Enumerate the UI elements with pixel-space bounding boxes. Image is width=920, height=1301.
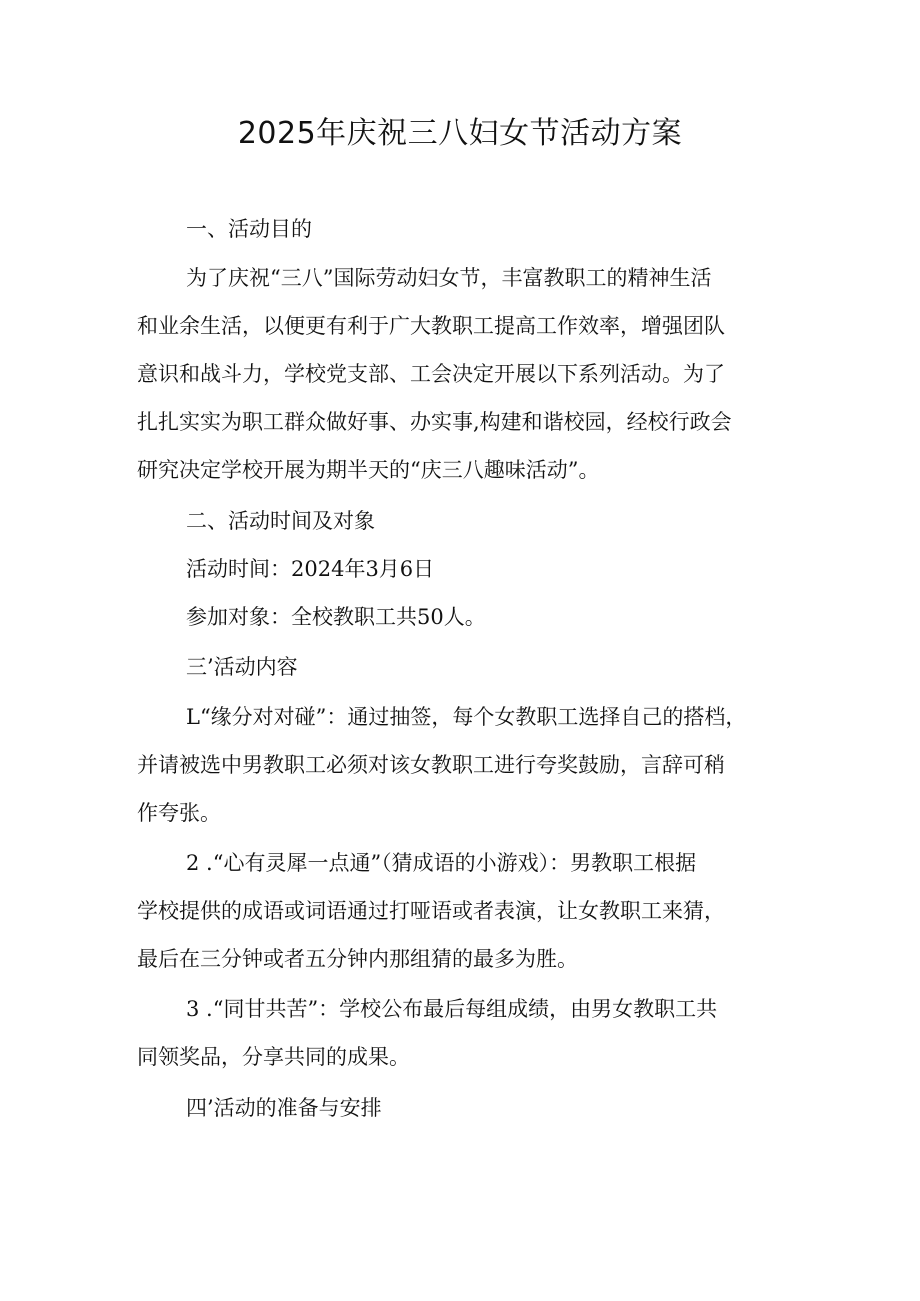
section1-paragraph-line: 意识和战斗力，学校党支部、工会决定开展以下系列活动。为了 [137,362,725,386]
item3-line: 同领奖品，分享共同的成果。 [137,1045,410,1069]
section1-heading: 一、活动目的 [186,217,312,241]
section1-paragraph-line: 研究决定学校开展为期半天的“庆三八趣味活动”。 [137,458,600,482]
activity-time: 活动时间：2024年3月6日 [186,557,435,581]
participants: 参加对象：全校教职工共50人。 [186,605,486,629]
item2-line: 2 .“心有灵犀一点通”（猜成语的小游戏）：男教职工根据 [186,851,697,875]
section1-paragraph-line: 扎扎实实为职工群众做好事、办实事,构建和谐校园，经校行政会 [137,410,732,434]
item1-line: L“缘分对对碰”：通过抽签，每个女教职工选择自己的搭档， [186,705,747,729]
item1-line: 作夸张。 [137,801,221,825]
item2-line: 学校提供的成语或词语通过打哑语或者表演，让女教职工来猜， [137,899,725,923]
item3-line: 3 .“同甘共苦”：学校公布最后每组成绩，由男女教职工共 [186,997,718,1021]
document-title: 2025年庆祝三八妇女节活动方案 [237,116,683,151]
section3-heading: 三’活动内容 [186,655,298,679]
section1-paragraph-line: 为了庆祝“三八”国际劳动妇女节，丰富教职工的精神生活 [186,266,712,290]
section4-heading: 四’活动的准备与安排 [186,1096,382,1120]
item1-line: 并请被选中男教职工必须对该女教职工进行夸奖鼓励，言辞可稍 [137,753,725,777]
section1-paragraph-line: 和业余生活，以便更有利于广大教职工提高工作效率，增强团队 [137,314,725,338]
item2-line: 最后在三分钟或者五分钟内那组猜的最多为胜。 [137,947,578,971]
section2-heading: 二、活动时间及对象 [186,509,375,533]
